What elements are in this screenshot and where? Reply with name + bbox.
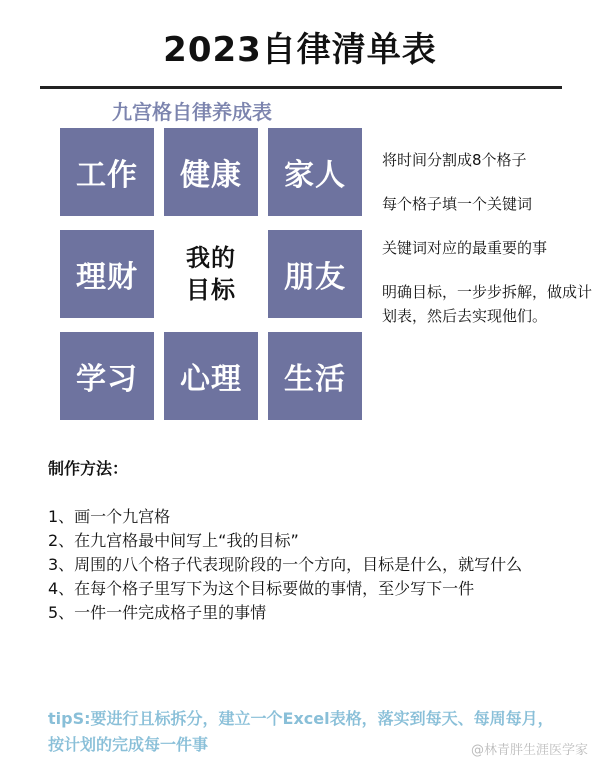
side-note: 关键词对应的最重要的事	[382, 239, 548, 257]
grid-subtitle: 九宫格自律养成表	[112, 100, 272, 124]
method-heading: 制作方法：	[48, 459, 129, 478]
side-note: 每个格子填一个关键词	[382, 195, 533, 213]
grid-cell-study: 学习	[60, 332, 154, 420]
grid-cell-my-goal: 我的 目标	[164, 230, 258, 318]
method-section	[48, 456, 568, 625]
nine-grid	[60, 128, 362, 422]
method-step: 5、一件一件完成格子里的事情	[48, 603, 267, 622]
title-divider	[40, 86, 562, 89]
page-title: 2023自律清单表	[163, 30, 437, 70]
grid-cell-family: 家人	[268, 128, 362, 216]
grid-cell-friends: 朋友	[268, 230, 362, 318]
side-note: 明确目标，一步步拆解，做成计划表，然后去实现他们。	[382, 283, 593, 325]
grid-cell-work: 工作	[60, 128, 154, 216]
tips-text: tipS:要进行且标拆分，建立一个Excel表格，落实到每天、每周每月，按计划的完成每一件事	[48, 709, 554, 754]
grid-cell-finance: 理财	[60, 230, 154, 318]
side-note: 将时间分割成8个格子	[382, 151, 527, 169]
method-step: 2、在九宫格最中间写上“我的目标”	[48, 531, 299, 550]
method-step: 3、周围的八个格子代表现阶段的一个方向，目标是什么，就写什么	[48, 555, 523, 574]
grid-cell-life: 生活	[268, 332, 362, 420]
method-step: 1、画一个九宫格	[48, 507, 171, 526]
watermark: @林青胖生涯医学家	[470, 743, 588, 758]
grid-cell-psychology: 心理	[164, 332, 258, 420]
method-step: 4、在每个格子里写下为这个目标要做的事情，至少写下一件	[48, 579, 475, 598]
grid-cell-health: 健康	[164, 128, 258, 216]
side-notes	[382, 148, 594, 348]
